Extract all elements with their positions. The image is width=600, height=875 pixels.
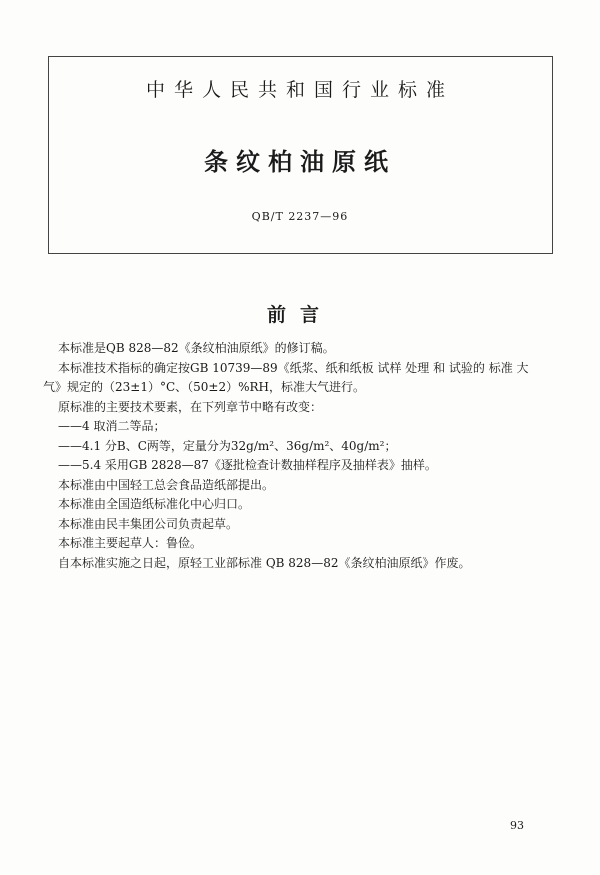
list-item: ——4 取消二等品；: [58, 419, 166, 433]
foreword-body: [43, 339, 563, 573]
paragraph: 本标准是QB 828—82《条纹柏油原纸》的修订稿。: [58, 341, 335, 355]
paragraph: 本标准主要起草人：鲁俭。: [58, 536, 203, 550]
issuing-organization: 中华人民共和国行业标准: [145, 79, 454, 101]
document-title: 条纹柏油原纸: [204, 147, 396, 176]
foreword-heading: 前言: [266, 304, 333, 326]
paragraph: 本标准由中国轻工总会食品造纸部提出。: [58, 477, 275, 492]
list-item: ——4.1 分B、C两等，定量分为32g/m²、36g/m²、40g/m²；: [58, 438, 397, 453]
list-item: ——5.4 采用GB 2828—87《逐批检查计数抽样程序及抽样表》抽样。: [58, 458, 437, 472]
paragraph: 本标准技术指标的确定按GB 10739—89《纸浆、纸和纸板 试样 处理 和 试验的 标准 大: [58, 360, 529, 375]
standard-code: QB/T 2237—96: [251, 210, 349, 223]
paragraph: 自本标准实施之日起，原轻工业部标准 QB 828—82《条纹柏油原纸》作废。: [58, 555, 471, 570]
paragraph: 本标准由民丰集团公司负责起草。: [58, 516, 239, 531]
paragraph: 气》规定的（23±1）°C、（50±2）%RH，标准大气进行。: [43, 380, 366, 394]
paragraph: 原标准的主要技术要素，在下列章节中略有改变：: [58, 399, 323, 414]
paragraph: 本标准由全国造纸标准化中心归口。: [58, 497, 251, 511]
page-number: 93: [510, 819, 524, 832]
